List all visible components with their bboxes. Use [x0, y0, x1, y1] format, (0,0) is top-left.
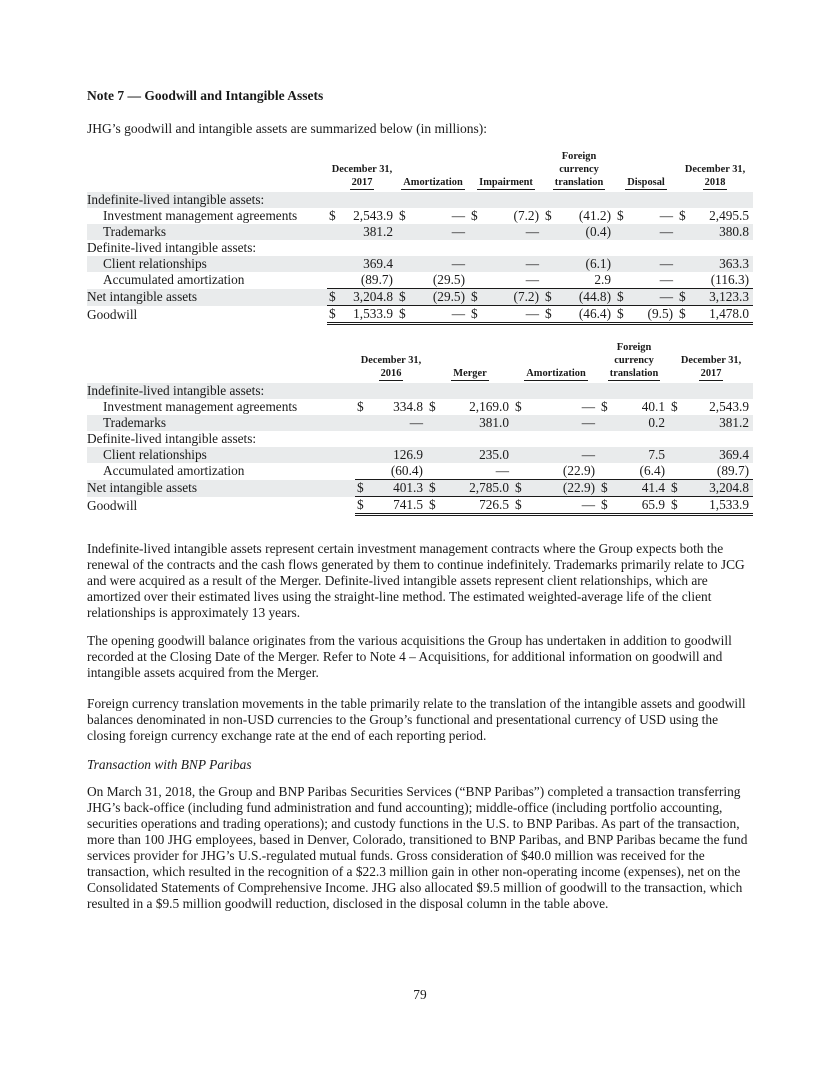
- col-header-merger: Merger: [453, 368, 487, 379]
- table-row: Indefinite-lived intangible assets:: [87, 383, 753, 399]
- table-row: Definite-lived intangible assets:: [87, 240, 257, 255]
- table-row: Accumulated amortization (60.4) — (22.9) (6.4) (89.7): [103, 463, 750, 479]
- col-header-dec-2018: December 31, 2018: [684, 164, 746, 188]
- page-number: 79: [413, 987, 427, 1002]
- subheading-bnp-paribas: Transaction with BNP Paribas: [87, 757, 252, 773]
- col-header-disposal: Disposal: [627, 177, 665, 188]
- paragraph-opening-goodwill: The opening goodwill balance originates from the various acquisitions the Group has undertaken in addition to goodwill recorded at the Closing Date of the Merger. Refer to Note 4 – Acquisitions, for additional information on goodwill and intangible assets acquired from the Merger.: [87, 633, 732, 681]
- col-header-dec-2017: December 31, 2017: [680, 355, 742, 379]
- table-row: Trademarks 381.2 — — (0.4) — 380.8: [87, 224, 753, 240]
- table-row: Investment management agreements $ 2,543.9 $ — $ (7.2) $ (41.2) $ — $ 2,495.5: [103, 208, 750, 223]
- table-row: Definite-lived intangible assets:: [87, 431, 257, 446]
- table-row: Investment management agreements $ 334.8 $ 2,169.0 $ — $ 40.1 $ 2,543.9: [103, 399, 750, 414]
- paragraph-fx-translation: Foreign currency translation movements in the table primarily relate to the translation of the intangible assets and goodwill balances denominated in non-USD currencies to the Group’s functional and presentational currency of USD using the closing foreign currency exchange rate at the end of each reporting period.: [87, 696, 746, 744]
- note-heading: Note 7 — Goodwill and Intangible Assets: [87, 88, 324, 103]
- paragraph-bnp-transaction: On March 31, 2018, the Group and BNP Paribas Securities Services (“BNP Paribas”) completed a transaction transferring JHG’s back-office (including fund administration and fund accounting); middle-office (including portfolio accounting, securities operations and trading operations); and custody functions in the U.S. to BNP Paribas. As part of the transaction, more than 100 JHG employees, based in Denver, Colorado, transitioned to BNP Paribas, and BNP Paribas became the fund services provider for JHG’s U.S.-regulated mutual funds. Gross consideration of $40.0 million was received for the transaction, which resulted in the recognition of a $22.3 million gain in other non-operating income (expenses), net on the Consolidated Statements of Comprehensive Income. JHG also allocated $9.5 million of goodwill to the transaction, which resulted in a $9.5 million goodwill reduction, disclosed in the disposal column in the table above.: [87, 784, 748, 912]
- intangibles-table-2017: [87, 341, 753, 516]
- table-row: Client relationships 126.9 235.0 — 7.5 369.4: [87, 447, 753, 463]
- col-header-dec-2017: December 31, 2017: [331, 164, 393, 188]
- col-header-impairment: Impairment: [479, 177, 533, 188]
- col-header-amortization: Amortization: [526, 368, 586, 379]
- table-row: Goodwill $ 1,533.9 $ — $ — $ (46.4) $ (9.5) $ 1,478.0: [87, 306, 753, 324]
- table-row: Trademarks — 381.0 — 0.2 381.2: [87, 415, 753, 431]
- col-header-amortization: Amortization: [403, 177, 463, 188]
- table-row: Net intangible assets $ 401.3 $ 2,785.0 $ (22.9) $ 41.4 $ 3,204.8: [87, 480, 753, 497]
- col-header-fx-translation: Foreign currency translation: [554, 151, 604, 188]
- table-row: Goodwill $ 741.5 $ 726.5 $ — $ 65.9 $ 1,533.9: [87, 497, 753, 515]
- table-row: Client relationships 369.4 — — (6.1) — 363.3: [87, 256, 753, 272]
- col-header-fx-translation: Foreign currency translation: [609, 342, 659, 379]
- table-row: Accumulated amortization (89.7) (29.5) — 2.9 — (116.3): [103, 272, 750, 288]
- table-row: Net intangible assets $ 3,204.8 $ (29.5) $ (7.2) $ (44.8) $ — $ 3,123.3: [87, 289, 753, 306]
- intro-text: JHG’s goodwill and intangible assets are summarized below (in millions):: [87, 121, 488, 136]
- table-row: Indefinite-lived intangible assets:: [87, 192, 753, 208]
- col-header-dec-2016: December 31, 2016: [360, 355, 422, 379]
- paragraph-indefinite-lived: Indefinite-lived intangible assets represent certain investment management contracts where the Group expects both the renewal of the contracts and the cash flows generated by them to continue indefinitely. Trademarks primarily relate to JCG and were acquired as a result of the Merger. Definite-lived intangible assets represent client relationships, which are amortized over their estimated lives using the straight-line method. The estimated weighted-average life of the client relationships is approximately 13 years.: [87, 541, 745, 621]
- intangibles-table-2018: [87, 150, 753, 325]
